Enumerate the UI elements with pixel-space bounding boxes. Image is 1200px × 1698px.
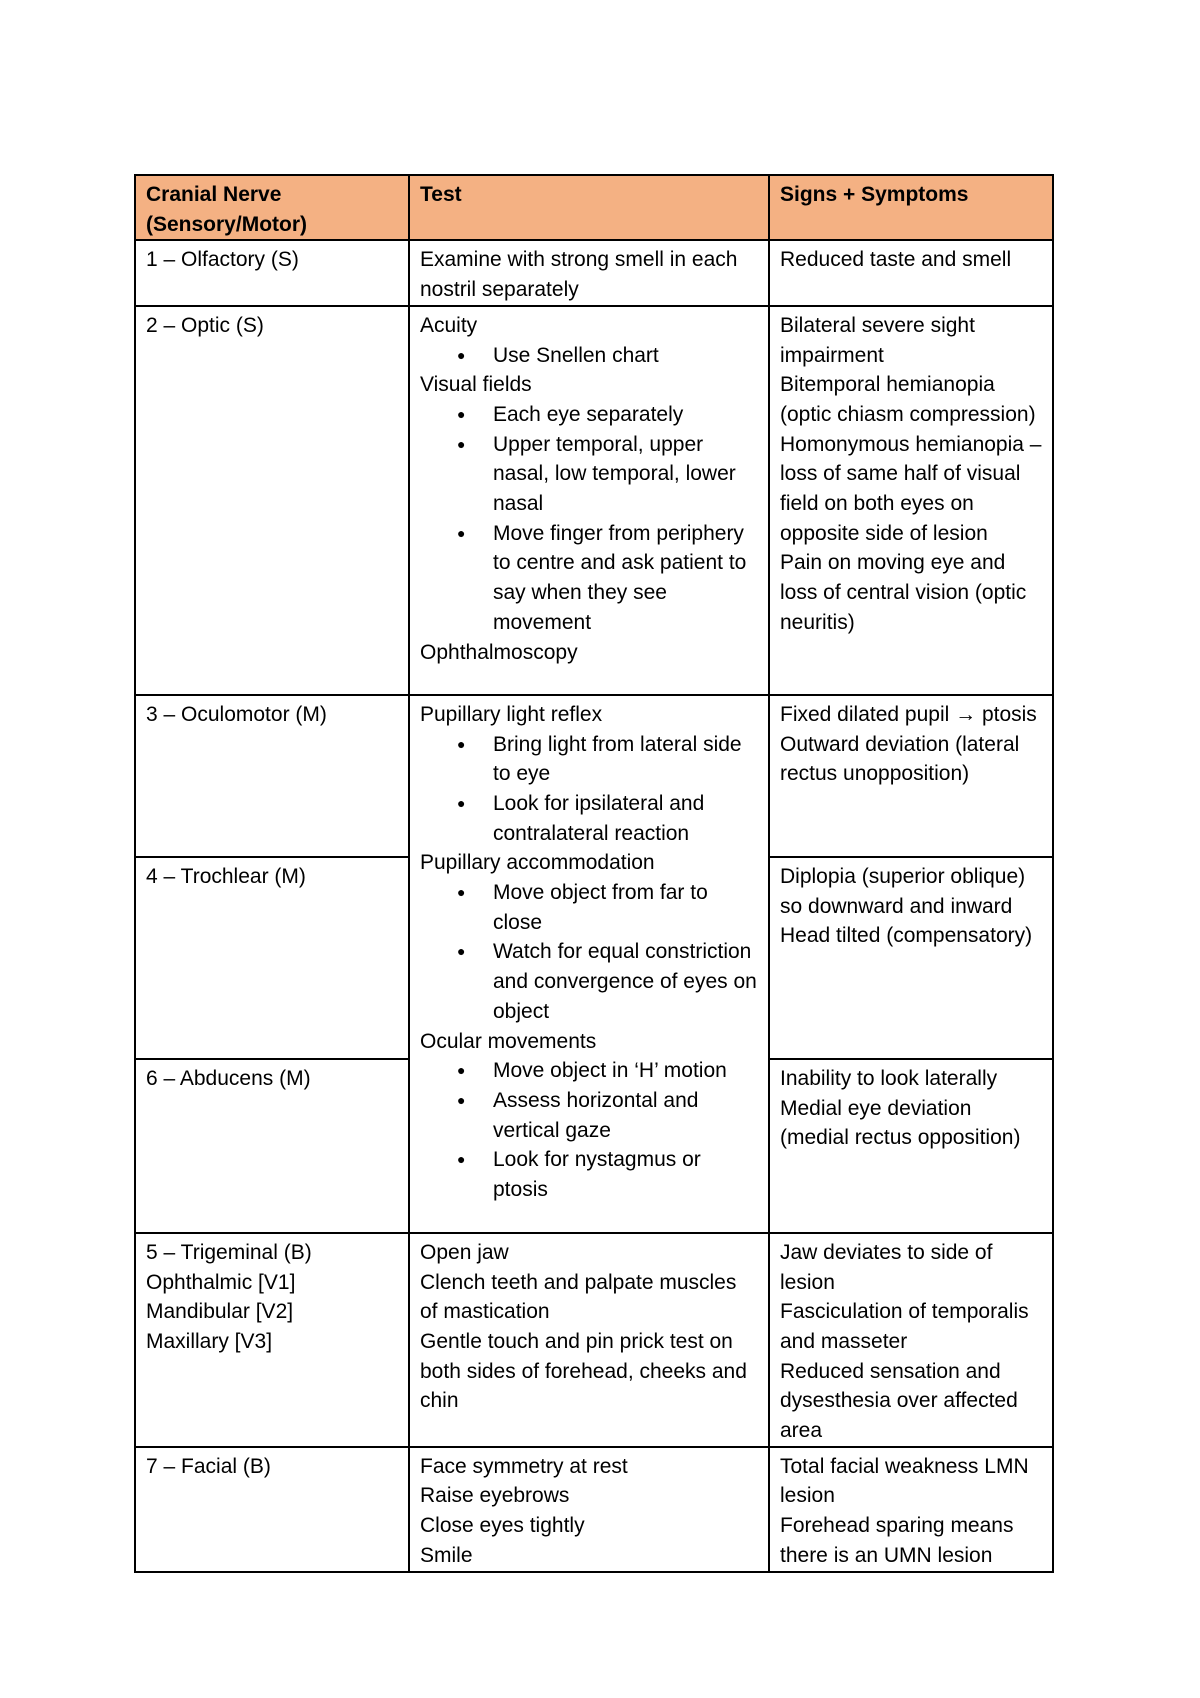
row-facial <box>135 1447 1053 1572</box>
olfactory-test: Examine with strong smell in each nostril separately <box>409 240 769 305</box>
oculomotor-signs <box>769 695 1053 857</box>
ocular-movements-label: Ocular movements <box>420 1029 597 1053</box>
header-col1-line1: Cranial Nerve <box>146 183 282 206</box>
trochlear-nerve: 4 – Trochlear (M) <box>135 857 409 1059</box>
row-oculomotor <box>135 695 1053 857</box>
sign-line: Fasciculation of temporalis and masseter <box>780 1300 1029 1353</box>
test-line: Face symmetry at rest <box>420 1454 628 1478</box>
olfactory-nerve: 1 – Olfactory (S) <box>135 240 409 305</box>
sign-line: Pain on moving eye and loss of central vision (optic neuritis) <box>780 551 1027 634</box>
list-item: ● Watch for equal constriction and convergence of eyes on object <box>493 937 758 1026</box>
sign-line: Fixed dilated pupil → ptosis <box>780 702 1037 726</box>
sign-line: Forehead sparing means there is an UMN lesion <box>780 1514 1014 1567</box>
trigeminal-test <box>409 1233 769 1447</box>
optic-fields-list <box>420 400 758 638</box>
list-item: ● Move object in ‘H’ motion <box>493 1056 758 1086</box>
trigeminal-nerve <box>135 1233 409 1447</box>
list-item: ● Each eye separately <box>493 400 758 430</box>
optic-acuity-list <box>420 341 758 371</box>
trochlear-signs <box>769 857 1053 1059</box>
optic-signs <box>769 306 1053 695</box>
olfactory-signs: Reduced taste and smell <box>769 240 1053 305</box>
optic-acuity-label: Acuity <box>420 313 478 337</box>
sign-line: Homonymous hemianopia – loss of same half of visual field on both eyes on opposite side of lesion <box>780 432 1042 545</box>
abducens-signs <box>769 1059 1053 1233</box>
row-trigeminal <box>135 1233 1053 1447</box>
nerve-line: Maxillary [V3] <box>146 1329 273 1353</box>
test-line: Open jaw <box>420 1240 509 1264</box>
pupillary-accommodation-label: Pupillary accommodation <box>420 851 655 875</box>
list-item: ● Move object from far to close <box>493 878 758 937</box>
sign-line: Head tilted (compensatory) <box>780 924 1033 948</box>
pupillary-reflex-label: Pupillary light reflex <box>420 702 603 726</box>
list-item: ● Assess horizontal and vertical gaze <box>493 1086 758 1145</box>
list-item: ● Upper temporal, upper nasal, low temporal, lower nasal <box>493 430 758 519</box>
facial-test <box>409 1447 769 1572</box>
ocular-movements-list <box>420 1056 758 1205</box>
nerve-line: 5 – Trigeminal (B) <box>146 1240 312 1264</box>
trigeminal-signs <box>769 1233 1053 1447</box>
test-line: Smile <box>420 1543 473 1567</box>
header-test: Test <box>409 175 769 240</box>
list-item: ● Use Snellen chart <box>493 341 758 371</box>
header-cranial-nerve <box>135 175 409 240</box>
sign-line: Total facial weakness LMN lesion <box>780 1454 1029 1508</box>
oculomotor-nerve: 3 – Oculomotor (M) <box>135 695 409 857</box>
list-item: ● Look for nystagmus or ptosis <box>493 1145 758 1204</box>
sign-line: Diplopia (superior oblique) so downward and inward <box>780 864 1026 918</box>
nerve-line: Ophthalmic [V1] <box>146 1270 296 1294</box>
eye-movement-tests <box>409 695 769 1233</box>
header-col1-line2: (Sensory/Motor) <box>146 212 308 236</box>
pupillary-accommodation-list <box>420 878 758 1027</box>
sign-line: Inability to look laterally <box>780 1066 998 1090</box>
facial-signs <box>769 1447 1053 1572</box>
test-line: Clench teeth and palpate muscles of mastication <box>420 1270 737 1324</box>
optic-ophthalmoscopy-label: Ophthalmoscopy <box>420 640 578 664</box>
sign-line: Medial eye deviation (medial rectus opposition) <box>780 1096 1021 1150</box>
optic-test <box>409 306 769 695</box>
sign-line: Outward deviation (lateral rectus unopposition) <box>780 732 1020 786</box>
sign-line: Bitemporal hemianopia (optic chiasm compression) <box>780 373 1036 426</box>
list-item: ● Bring light from lateral side to eye <box>493 730 758 789</box>
list-item: ● Look for ipsilateral and contralateral reaction <box>493 789 758 848</box>
test-line: Raise eyebrows <box>420 1484 570 1508</box>
test-line: Gentle touch and pin prick test on both sides of forehead, cheeks and chin <box>420 1329 747 1413</box>
sign-line: Jaw deviates to side of lesion <box>780 1240 993 1294</box>
sign-line: Reduced sensation and dysesthesia over affected area <box>780 1359 1018 1443</box>
pupillary-reflex-list <box>420 730 758 849</box>
optic-fields-label: Visual fields <box>420 373 532 397</box>
list-item: ● Move finger from periphery to centre and ask patient to say when they see movement <box>493 519 758 638</box>
header-row <box>135 175 1053 240</box>
abducens-nerve: 6 – Abducens (M) <box>135 1059 409 1233</box>
test-line: Close eyes tightly <box>420 1514 585 1538</box>
nerve-line: Mandibular [V2] <box>146 1300 294 1324</box>
facial-nerve: 7 – Facial (B) <box>135 1447 409 1572</box>
sign-line: Bilateral severe sight impairment <box>780 313 975 367</box>
header-signs: Signs + Symptoms <box>769 175 1053 240</box>
row-optic <box>135 306 1053 695</box>
row-olfactory <box>135 240 1053 305</box>
cranial-nerve-table <box>134 174 1054 1573</box>
optic-nerve: 2 – Optic (S) <box>135 306 409 695</box>
